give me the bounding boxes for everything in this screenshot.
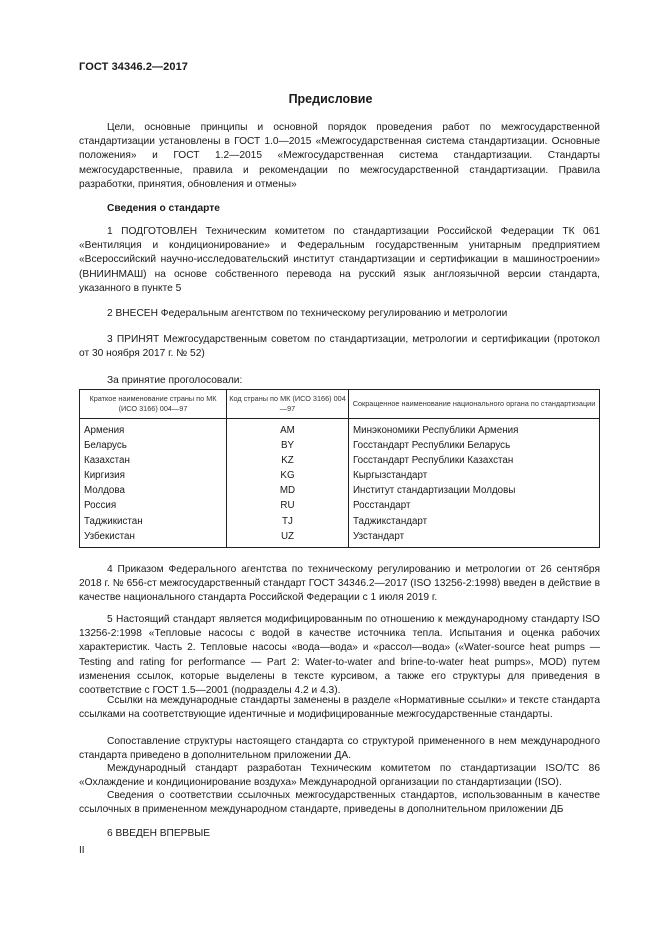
page-title: Предисловие bbox=[288, 92, 373, 106]
standards-body: Росстандарт bbox=[349, 498, 600, 513]
standards-body: Госстандарт Республики Казахстан bbox=[349, 453, 600, 468]
country-code: UZ bbox=[227, 529, 349, 548]
country-name: Таджикистан bbox=[80, 514, 227, 529]
table-row bbox=[80, 498, 600, 513]
country-code: AM bbox=[227, 419, 349, 439]
standards-body: Минэкономики Республики Армения bbox=[349, 419, 600, 439]
country-name: Казахстан bbox=[80, 453, 227, 468]
country-code: KZ bbox=[227, 453, 349, 468]
item-5-iso-tc: Международный стандарт разработан Техническим комитетом по стандартизации ISO/TC 86 «Охлаждение и кондиционирование воздуха» Международной организации по стандартизации (ISO). bbox=[79, 763, 600, 789]
country-name: Киргизия bbox=[80, 468, 227, 483]
country-name: Молдова bbox=[80, 483, 227, 498]
voting-table bbox=[79, 389, 600, 548]
standards-body: Госстандарт Республики Беларусь bbox=[349, 438, 600, 453]
item-1: 1 ПОДГОТОВЛЕН Техническим комитетом по стандартизации Российской Федерации ТК 061 «Вентиляция и кондиционирование» и Федеральным государственным унитарным предприятием «Всероссийский научно-исследовательский институт стандартизации и сертификации в машиностроении» (ВНИИНМАШ) на основе собственного перевода на русский язык англоязычной версии стандарта, указанного в пункте 5 bbox=[79, 226, 600, 294]
country-name: Узбекистан bbox=[80, 529, 227, 548]
country-code: TJ bbox=[227, 514, 349, 529]
table-row bbox=[80, 419, 600, 439]
country-code: RU bbox=[227, 498, 349, 513]
item-5-structure: Сопоставление структуры настоящего стандарта со структурой примененного в нем международного стандарта приведено в дополнительном приложении ДА. bbox=[79, 736, 600, 762]
header-country-name: Краткое наименование страны по МК (ИСО 3166) 004—97 bbox=[80, 390, 227, 419]
standards-body: Кыргызстандарт bbox=[349, 468, 600, 483]
country-name: Армения bbox=[80, 419, 227, 439]
intro-paragraph: Цели, основные принципы и основной порядок проведения работ по межгосударственной стандартизации установлены в ГОСТ 1.0—2015 «Межгосударственная система стандартизации. Основные положения» и ГОСТ 1.2—2015 «Межгосударственная система стандартизации. Стандарты межгосударственные, правила и рекомендации по межгосударственной стандартизации. Правила разработки, принятия, обновления и отмены» bbox=[79, 122, 600, 190]
item-5: 5 Настоящий стандарт является модифицированным по отношению к международному стандарту ISO 13256-2:1998 «Тепловые насосы с водой в качестве источника тепла. Испытания и оценка рабочих характеристик. Часть 2. Тепловые насосы «вода—вода» и «рассол—вода» («Water-source heat pumps — Testing and rating for performance — Part 2: Water-to-water and brine-to-water heat pumps», MOD) путем изменения ссылок, которые выделены в тексте курсивом, а также его структуры для приведения в соответствие с ГОСТ 1.5—2001 (подразделы 4.2 и 4.3). bbox=[79, 614, 600, 697]
item-5-references: Ссылки на международные стандарты заменены в разделе «Нормативные ссылки» и тексте стандарта ссылками на соответствующие идентичные и модифицированные межгосударственные стандарты. bbox=[79, 695, 600, 721]
table-row bbox=[80, 468, 600, 483]
standards-body: Таджикстандарт bbox=[349, 514, 600, 529]
table-row bbox=[80, 438, 600, 453]
country-name: Беларусь bbox=[80, 438, 227, 453]
country-code: KG bbox=[227, 468, 349, 483]
standards-body: Узстандарт bbox=[349, 529, 600, 548]
item-6: 6 ВВЕДЕН ВПЕРВЫЕ bbox=[107, 828, 211, 839]
info-heading: Сведения о стандарте bbox=[107, 203, 220, 214]
country-code: BY bbox=[227, 438, 349, 453]
item-5-references-appendix: Сведения о соответствии ссылочных межгосударственных стандартов, использованным в качестве ссылочных в примененном международном стандарте, приведены в дополнительном приложении ДБ bbox=[79, 790, 600, 816]
standards-body: Институт стандартизации Молдовы bbox=[349, 483, 600, 498]
page-number: II bbox=[79, 845, 85, 856]
country-code: MD bbox=[227, 483, 349, 498]
document-id: ГОСТ 34346.2—2017 bbox=[79, 61, 189, 73]
table-row bbox=[80, 453, 600, 468]
item-4: 4 Приказом Федерального агентства по техническому регулированию и метрологии от 26 сентября 2018 г. № 656-ст межгосударственный стандарт ГОСТ 34346.2—2017 (ISO 13256-2:1998) введен в действие в качестве национального стандарта Российской Федерации с 1 июля 2019 г. bbox=[79, 564, 600, 604]
country-name: Россия bbox=[80, 498, 227, 513]
table-row bbox=[80, 514, 600, 529]
header-standards-body: Сокращенное наименование национального органа по стандартизации bbox=[349, 390, 600, 419]
voted-label: За принятие проголосовали: bbox=[107, 375, 243, 386]
header-country-code: Код страны по МК (ИСО 3166) 004—97 bbox=[227, 390, 349, 419]
table-header-row bbox=[80, 390, 600, 419]
table-row bbox=[80, 483, 600, 498]
table-row bbox=[80, 529, 600, 548]
item-2: 2 ВНЕСЕН Федеральным агентством по техническому регулированию и метрологии bbox=[107, 308, 508, 319]
item-3: 3 ПРИНЯТ Межгосударственным советом по стандартизации, метрологии и сертификации (протокол от 30 ноября 2017 г. № 52) bbox=[79, 334, 600, 360]
